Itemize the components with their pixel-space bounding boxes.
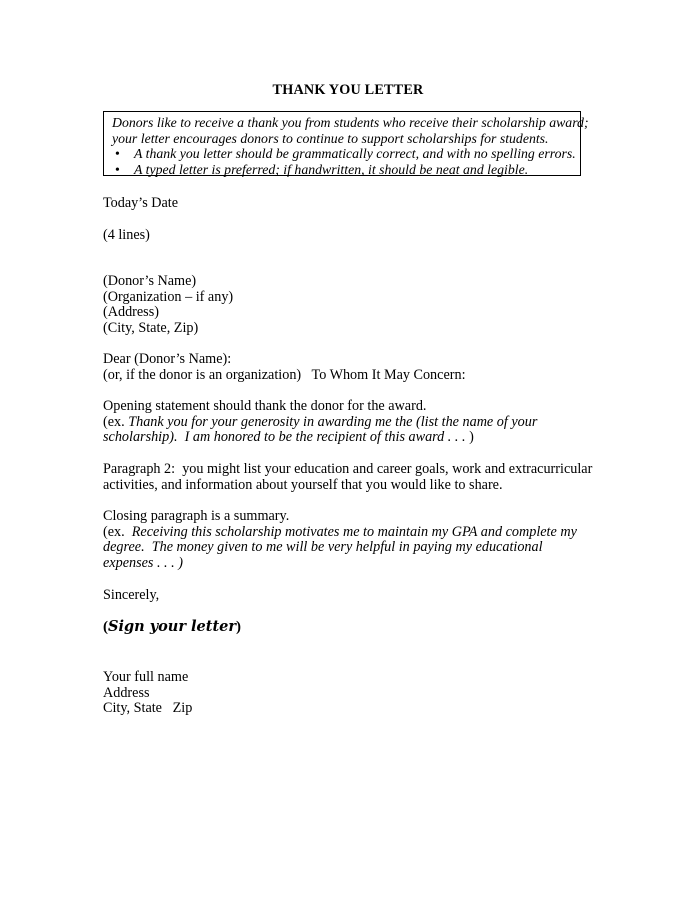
sign-off: Sincerely, <box>103 587 160 603</box>
signature-open-paren: ( <box>103 619 108 635</box>
paragraph-2-line-1: Paragraph 2: you might list your education and career goals, work and extracurricular <box>103 461 593 477</box>
paragraph-2 <box>103 462 603 493</box>
document-title: THANK YOU LETTER <box>272 82 424 98</box>
signature-text: Sign your letter <box>108 618 237 635</box>
instructions-bullet-1 <box>112 146 580 162</box>
spacing-note: (4 lines) <box>103 227 150 243</box>
salutation-block <box>103 352 603 383</box>
bullet-text: A thank you letter should be grammatically correct, and with no spelling errors. <box>134 146 576 161</box>
date-line: Today’s Date <box>103 195 179 211</box>
sender-full-name: Your full name <box>103 669 189 685</box>
bullet-text: A typed letter is preferred; if handwritten, it should be neat and legible. <box>134 161 529 177</box>
closing-example-line-2: degree. The money given to me will be very helpful in paying my educational <box>103 539 543 555</box>
paragraph-2-line-2: activities, and information about yourself that you would like to share. <box>103 476 503 493</box>
bullet-icon: • <box>115 146 120 161</box>
signature-close-paren: ) <box>236 619 242 635</box>
closing-statement: Closing paragraph is a summary. <box>103 508 290 524</box>
closing-example-line-1: (ex. Receiving this scholarship motivates me to maintain my GPA and complete my <box>103 523 577 540</box>
opening-statement: Opening statement should thank the donor for the award. <box>103 398 427 414</box>
salutation-line-1: Dear (Donor’s Name): <box>103 351 232 367</box>
sender-block <box>103 670 603 717</box>
opening-paragraph <box>103 399 603 446</box>
recipient-name: (Donor’s Name) <box>103 273 197 289</box>
recipient-address-block <box>103 274 603 336</box>
instructions-bullet-2 <box>112 162 580 178</box>
sender-address: Address <box>103 684 150 701</box>
closing-paragraph <box>103 509 603 571</box>
instructions-box <box>103 111 589 177</box>
instructions-line-1: Donors like to receive a thank you from students who receive their scholarship award; <box>112 115 589 130</box>
recipient-organization: (Organization – if any) <box>103 288 234 305</box>
recipient-city-state-zip: (City, State, Zip) <box>103 319 199 336</box>
recipient-address: (Address) <box>103 304 159 320</box>
bullet-icon: • <box>115 161 120 177</box>
instructions-line-2: your letter encourages donors to continue to support scholarships for students. <box>112 130 549 146</box>
closing-example-line-3: expenses . . . ) <box>103 554 183 571</box>
salutation-line-2: (or, if the donor is an organization) To Whom It May Concern: <box>103 366 466 383</box>
signature-placeholder <box>103 619 241 636</box>
opening-example-line-1: (ex. Thank you for your generosity in awarding me the (list the name of your <box>103 413 538 430</box>
sender-city-state-zip: City, State Zip <box>103 700 193 716</box>
opening-example-line-2: scholarship). I am honored to be the recipient of this award . . . ) <box>103 429 474 445</box>
